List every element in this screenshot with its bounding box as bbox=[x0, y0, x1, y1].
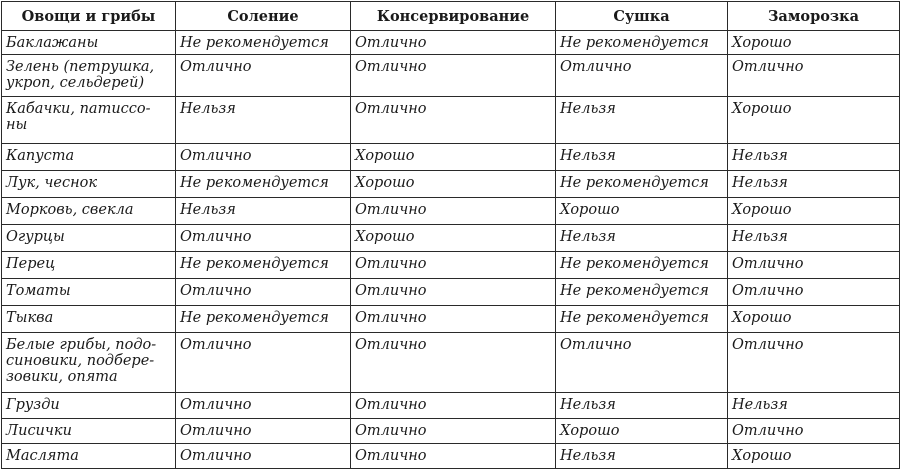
cell-salting: Нельзя bbox=[176, 97, 351, 144]
row-name bbox=[2, 144, 176, 171]
header-drying: Сушка bbox=[556, 2, 728, 31]
cell-salting: Нельзя bbox=[176, 198, 351, 225]
table-row bbox=[2, 198, 900, 225]
table-row bbox=[2, 225, 900, 252]
row-name-line: Капуста bbox=[6, 148, 75, 164]
cell-freezing: Хорошо bbox=[728, 97, 900, 144]
cell-freezing: Отлично bbox=[728, 55, 900, 97]
cell-salting: Отлично bbox=[176, 333, 351, 393]
cell-freezing: Нельзя bbox=[728, 171, 900, 198]
row-name bbox=[2, 444, 176, 469]
cell-drying: Нельзя bbox=[556, 393, 728, 419]
row-name bbox=[2, 419, 176, 444]
cell-drying: Не рекомендуется bbox=[556, 31, 728, 55]
row-name-line: Огурцы bbox=[6, 229, 65, 245]
row-name-line: Зелень (петрушка, bbox=[6, 59, 155, 75]
cell-canning: Отлично bbox=[351, 333, 556, 393]
row-name-line: укроп, сельдерей) bbox=[6, 75, 145, 91]
cell-salting: Не рекомендуется bbox=[176, 252, 351, 279]
cell-salting: Не рекомендуется bbox=[176, 31, 351, 55]
cell-canning: Отлично bbox=[351, 419, 556, 444]
row-name-line: Лук, чеснок bbox=[6, 175, 98, 191]
row-name bbox=[2, 333, 176, 393]
row-name-line: Тыква bbox=[6, 310, 54, 326]
cell-freezing: Хорошо bbox=[728, 444, 900, 469]
cell-drying: Не рекомендуется bbox=[556, 279, 728, 306]
cell-freezing: Хорошо bbox=[728, 198, 900, 225]
cell-freezing: Отлично bbox=[728, 279, 900, 306]
cell-drying: Нельзя bbox=[556, 97, 728, 144]
cell-canning: Хорошо bbox=[351, 171, 556, 198]
header-row bbox=[2, 2, 900, 31]
row-name bbox=[2, 306, 176, 333]
cell-salting: Не рекомендуется bbox=[176, 306, 351, 333]
table-row bbox=[2, 333, 900, 393]
cell-salting: Отлично bbox=[176, 225, 351, 252]
row-name bbox=[2, 171, 176, 198]
cell-canning: Отлично bbox=[351, 306, 556, 333]
cell-drying: Не рекомендуется bbox=[556, 306, 728, 333]
row-name-line: Томаты bbox=[6, 283, 71, 299]
cell-canning: Хорошо bbox=[351, 225, 556, 252]
row-name-line: ны bbox=[6, 117, 28, 133]
row-name bbox=[2, 198, 176, 225]
row-name bbox=[2, 252, 176, 279]
cell-canning: Отлично bbox=[351, 55, 556, 97]
cell-canning: Отлично bbox=[351, 198, 556, 225]
cell-canning: Отлично bbox=[351, 444, 556, 469]
cell-salting: Отлично bbox=[176, 419, 351, 444]
table-row bbox=[2, 279, 900, 306]
cell-drying: Нельзя bbox=[556, 225, 728, 252]
table-row bbox=[2, 31, 900, 55]
preservation-table bbox=[1, 1, 900, 469]
cell-canning: Отлично bbox=[351, 393, 556, 419]
header-canning: Консервирование bbox=[351, 2, 556, 31]
table-row bbox=[2, 306, 900, 333]
cell-salting: Отлично bbox=[176, 393, 351, 419]
cell-drying: Отлично bbox=[556, 55, 728, 97]
table-row bbox=[2, 444, 900, 469]
row-name bbox=[2, 393, 176, 419]
cell-freezing: Хорошо bbox=[728, 306, 900, 333]
table-row bbox=[2, 55, 900, 97]
cell-drying: Хорошо bbox=[556, 419, 728, 444]
cell-salting: Не рекомендуется bbox=[176, 171, 351, 198]
row-name-line: Грузди bbox=[6, 397, 60, 413]
cell-drying: Отлично bbox=[556, 333, 728, 393]
cell-freezing: Хорошо bbox=[728, 31, 900, 55]
cell-freezing: Отлично bbox=[728, 252, 900, 279]
row-name-line: зовики, опята bbox=[6, 369, 118, 385]
cell-salting: Отлично bbox=[176, 444, 351, 469]
row-name bbox=[2, 225, 176, 252]
table-row bbox=[2, 419, 900, 444]
row-name-line: Морковь, свекла bbox=[6, 202, 134, 218]
cell-salting: Отлично bbox=[176, 144, 351, 171]
cell-canning: Отлично bbox=[351, 31, 556, 55]
cell-drying: Не рекомендуется bbox=[556, 252, 728, 279]
cell-salting: Отлично bbox=[176, 279, 351, 306]
cell-canning: Отлично bbox=[351, 97, 556, 144]
cell-drying: Не рекомендуется bbox=[556, 171, 728, 198]
cell-salting: Отлично bbox=[176, 55, 351, 97]
cell-freezing: Нельзя bbox=[728, 144, 900, 171]
cell-drying: Хорошо bbox=[556, 198, 728, 225]
cell-freezing: Отлично bbox=[728, 333, 900, 393]
row-name-line: Перец bbox=[6, 256, 56, 272]
header-freezing: Заморозка bbox=[728, 2, 900, 31]
table-row bbox=[2, 97, 900, 144]
cell-canning: Хорошо bbox=[351, 144, 556, 171]
table-row bbox=[2, 252, 900, 279]
row-name-line: Белые грибы, подо- bbox=[6, 337, 157, 353]
cell-canning: Отлично bbox=[351, 252, 556, 279]
cell-canning: Отлично bbox=[351, 279, 556, 306]
header-vegetables: Овощи и грибы bbox=[2, 2, 176, 31]
row-name-line: Лисички bbox=[6, 423, 72, 439]
row-name-line: Кабачки, патиссо- bbox=[6, 101, 151, 117]
cell-freezing: Нельзя bbox=[728, 225, 900, 252]
row-name bbox=[2, 55, 176, 97]
row-name-line: Маслята bbox=[6, 448, 79, 464]
table-row bbox=[2, 393, 900, 419]
row-name bbox=[2, 97, 176, 144]
cell-drying: Нельзя bbox=[556, 144, 728, 171]
cell-freezing: Отлично bbox=[728, 419, 900, 444]
cell-drying: Нельзя bbox=[556, 444, 728, 469]
header-salting: Соление bbox=[176, 2, 351, 31]
table-row bbox=[2, 171, 900, 198]
cell-freezing: Нельзя bbox=[728, 393, 900, 419]
row-name-line: Баклажаны bbox=[6, 35, 99, 51]
row-name bbox=[2, 31, 176, 55]
table-row bbox=[2, 144, 900, 171]
row-name-line: синовики, подбере- bbox=[6, 353, 155, 369]
row-name bbox=[2, 279, 176, 306]
